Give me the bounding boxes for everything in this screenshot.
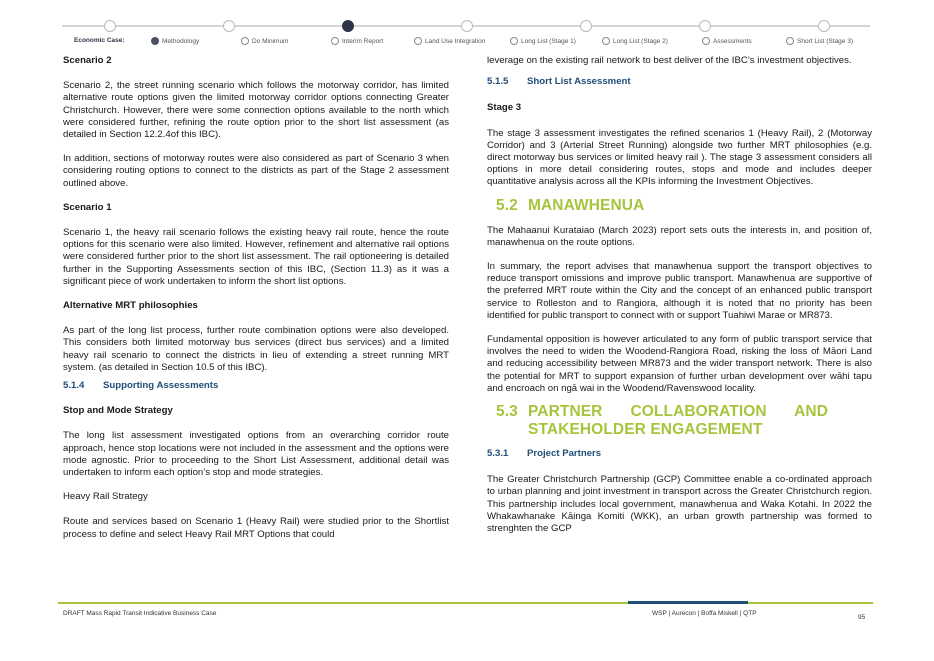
nav-item-assessments[interactable] bbox=[702, 37, 752, 45]
section-title: Supporting Assessments bbox=[103, 380, 219, 392]
progress-node-7[interactable] bbox=[818, 20, 830, 32]
radio-icon bbox=[331, 37, 339, 45]
section-5-1-5-heading bbox=[487, 76, 872, 88]
progress-node-6[interactable] bbox=[699, 20, 711, 32]
radio-icon bbox=[602, 37, 610, 45]
radio-icon bbox=[414, 37, 422, 45]
radio-icon bbox=[241, 37, 249, 45]
scenario-2-paragraph-2: In addition, sections of motorway routes were also considered as part of Scenario 3 when considering routing options to connect to the districts as part of the Stage 2 assessment outlined above. bbox=[63, 153, 449, 189]
left-column bbox=[63, 55, 449, 553]
manawhenua-paragraph-1: The Mahaanui Kurataiao (March 2023) report sets outs the interests in, and position of, manawhenua on the route options. bbox=[487, 224, 872, 248]
progress-node-2[interactable] bbox=[223, 20, 235, 32]
stop-mode-paragraph: The long list assessment investigated options from an overarching corridor route approach, hence stop locations were not included in the assessment and the options were mode agnostic. Prior to proceeding to the Short List Assessment, additional detail was undertaken to inform each option’s stop and mode strategies. bbox=[63, 430, 449, 479]
section-number: 5.3 bbox=[496, 403, 518, 421]
manawhenua-paragraph-2: In summary, the report advises that manawhenua support the transport objectives to reduce transport omissions and improve public transport. Manawhenua are supportive of the preferred MRT route within the City and the concept of an enhanced public transport service to Rolleston and to Rangiora, although it is noted that no priority has been identified for public transport to connect with or support Tuahiwi Marae or MR873. bbox=[487, 261, 872, 321]
section-title: Project Partners bbox=[527, 448, 602, 460]
nav-item-interim-report[interactable] bbox=[331, 37, 383, 45]
progress-navigation bbox=[0, 0, 934, 52]
section-number: 5.2 bbox=[496, 196, 518, 214]
footer-accent-bar bbox=[628, 601, 748, 604]
progress-node-1[interactable] bbox=[104, 20, 116, 32]
section-5-2-heading bbox=[496, 197, 872, 215]
heavy-rail-paragraph: Route and services based on Scenario 1 (Heavy Rail) were studied prior to the Shortlist process to define and select Heavy Rail MRT Options that could bbox=[63, 516, 449, 540]
section-title: Short List Assessment bbox=[527, 76, 631, 88]
nav-item-label: Long List (Stage 2) bbox=[613, 37, 668, 45]
progress-node-3[interactable] bbox=[342, 20, 354, 32]
radio-icon bbox=[510, 37, 518, 45]
scenario-2-heading: Scenario 2 bbox=[63, 55, 112, 66]
section-5-3-heading bbox=[496, 403, 872, 439]
alternative-mrt-paragraph: As part of the long list process, further route combination options were also developed. This considers both limited motorway bus services (direct bus services) and a limited heavy rail scenario to connect the districts in lieu of extending a street running MRT system. (as detailed in Section 10.5 of this IBC). bbox=[63, 325, 449, 373]
stop-mode-heading: Stop and Mode Strategy bbox=[63, 405, 173, 417]
nav-item-short-list-stage-3[interactable] bbox=[786, 37, 853, 45]
nav-item-label: Interim Report bbox=[342, 37, 384, 45]
progress-node-5[interactable] bbox=[580, 20, 592, 32]
nav-item-long-list-stage-1[interactable] bbox=[510, 37, 576, 45]
scenario-1-heading: Scenario 1 bbox=[63, 201, 112, 213]
section-title: MANAWHENUA bbox=[528, 196, 645, 214]
section-title: PARTNER COLLABORATION AND STAKEHOLDER ENGAGEMENT bbox=[528, 403, 828, 439]
manawhenua-paragraph-3: Fundamental opposition is however articulated to any form of public transport service that involves the need to widen the Woodend-Rangiora Road, risking the loss of Māori Land and reducing accessibility between MR873 and the wider transport network. There is also the potential for MRT to support expansion of further urban development over wāhi tapu and encroach on ngā wai in the Woodend/Ravenswood locality. bbox=[487, 334, 872, 394]
section-number: 5.3.1 bbox=[487, 448, 509, 460]
progress-node-4[interactable] bbox=[461, 20, 473, 32]
nav-item-long-list-stage-2[interactable] bbox=[602, 37, 668, 45]
section-5-3-1-heading bbox=[487, 448, 872, 460]
project-partners-paragraph: The Greater Christchurch Partnership (GCP) Committee enable a co-ordinated approach to urban planning and joint investment in transport across the Greater Christchurch region. This partnership includes local government, manawhenua and Waka Kotahi. In 2022 the Whakawhanake Kāinga Komiti (WKK), an urban growth partnership was formed to strenghten the GCP bbox=[487, 474, 872, 535]
scenario-1-paragraph: Scenario 1, the heavy rail scenario follows the existing heavy rail route, hence the route options for this scenario were also limited. However, refinement and alternative rail options were considered further prior to the short list assessment. The rail optioneering is detailed further in the Supporting Assessments section of this IBC, (Section 11.3) as it was a significant piece of work undertaken to inform the short list options. bbox=[63, 227, 449, 287]
stage-3-paragraph: The stage 3 assessment investigates the refined scenarios 1 (Heavy Rail), 2 (Motorway Corridor) and 3 (Arterial Street Running) alongside two further MRT philosophies (e.g. direct motorway bus services or limited heavy rail ). The stage 3 assessment considers all options in more detail considering routes, stops and mode and includes deeper quantitative analysis across all the KPIs informing the Investment Objectives. bbox=[487, 127, 872, 188]
nav-item-methodology[interactable] bbox=[151, 37, 199, 45]
section-number: 5.1.4 bbox=[63, 380, 85, 392]
nav-item-label: Assessments bbox=[713, 37, 752, 45]
heavy-rail-heading: Heavy Rail Strategy bbox=[63, 491, 148, 503]
section-5-1-4-heading bbox=[63, 380, 449, 392]
nav-item-label: Land Use Integration bbox=[425, 37, 486, 45]
scenario-2-paragraph-1: Scenario 2, the street running scenario which follows the motorway corridor, has limited alternative route options given the limited motorway corridor options connecting Greater Christchurch. However, there were some connection options available to the north which were considered further, refining the route option prior to the short list assessment (as detailed in Section 12.2.4of this IBC). bbox=[63, 80, 449, 141]
page-number: 95 bbox=[858, 614, 866, 621]
footer-partners: WSP | Aurecon | Boffa Miskell | QTP bbox=[652, 610, 757, 617]
section-number: 5.1.5 bbox=[487, 76, 509, 88]
nav-item-label: Short List (Stage 3) bbox=[797, 37, 853, 45]
radio-icon bbox=[702, 37, 710, 45]
case-label: Economic Case: bbox=[74, 37, 125, 44]
radio-icon bbox=[786, 37, 794, 45]
nav-item-land-use-integration[interactable] bbox=[414, 37, 485, 45]
footer-document-title: DRAFT Mass Rapid Transit Indicative Business Case bbox=[63, 610, 217, 617]
radio-selected-icon bbox=[151, 37, 159, 45]
nav-item-label: Long List (Stage 1) bbox=[521, 37, 576, 45]
nav-item-label: Do Minimum bbox=[252, 37, 289, 45]
right-column bbox=[487, 55, 872, 547]
footer-divider bbox=[58, 602, 873, 604]
nav-item-label: Methodology bbox=[162, 37, 200, 45]
continuation-paragraph: leverage on the existing rail network to best deliver of the IBC’s investment objectives. bbox=[487, 55, 852, 66]
stage-3-heading: Stage 3 bbox=[487, 102, 522, 114]
alternative-mrt-heading: Alternative MRT philosophies bbox=[63, 300, 198, 312]
nav-item-do-minimum[interactable] bbox=[241, 37, 288, 45]
